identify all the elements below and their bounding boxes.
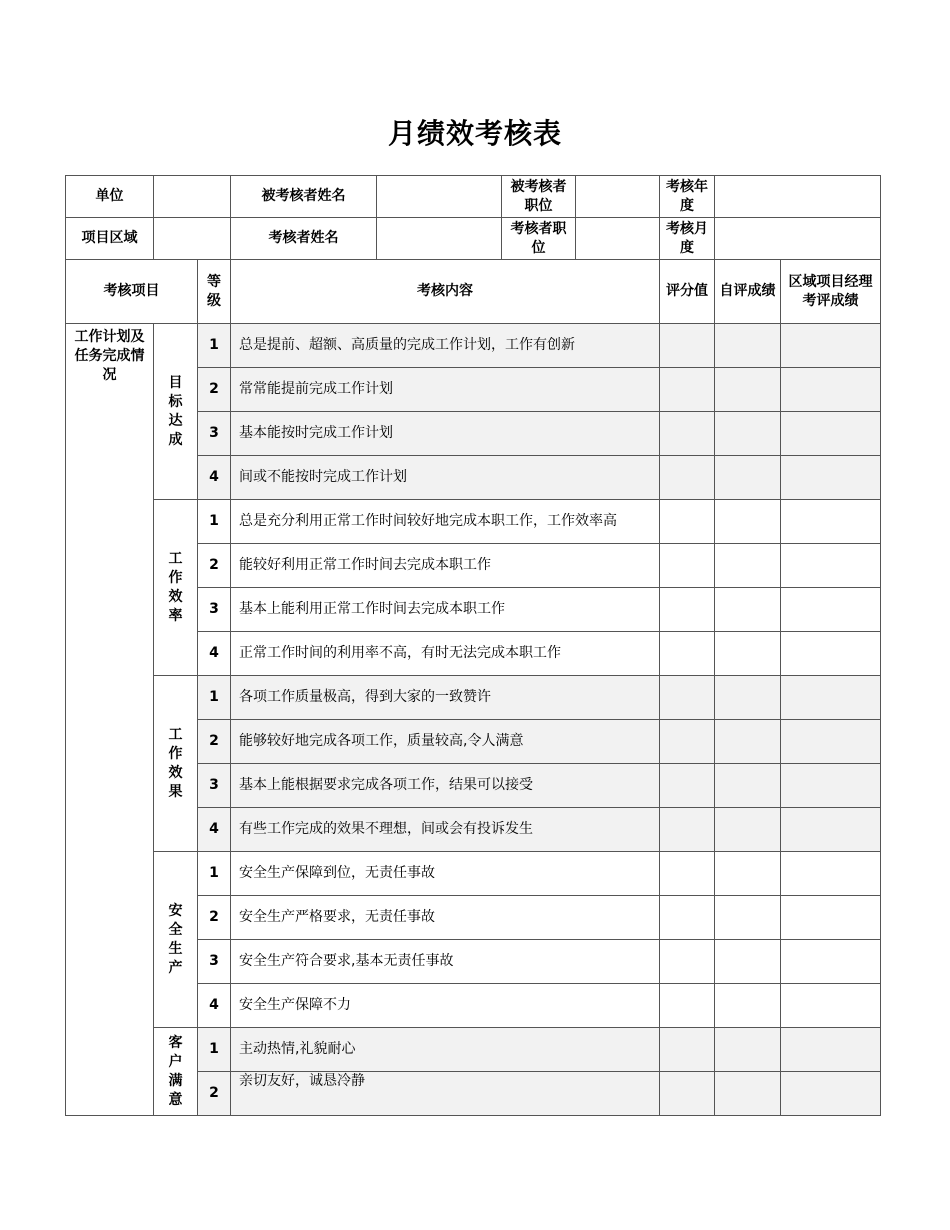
area-field[interactable] bbox=[154, 218, 231, 260]
self-score-field[interactable] bbox=[715, 940, 781, 984]
manager-score-field[interactable] bbox=[781, 500, 881, 544]
score-field[interactable] bbox=[660, 1028, 715, 1072]
manager-score-field[interactable] bbox=[781, 368, 881, 412]
self-score-field[interactable] bbox=[715, 368, 781, 412]
manager-score-field[interactable] bbox=[781, 676, 881, 720]
self-score-field[interactable] bbox=[715, 852, 781, 896]
level-cell: 3 bbox=[198, 764, 231, 808]
examinee-position-label: 被考核者职位 bbox=[502, 176, 576, 218]
year-label: 考核年度 bbox=[660, 176, 715, 218]
manager-score-field[interactable] bbox=[781, 720, 881, 764]
score-field[interactable] bbox=[660, 676, 715, 720]
self-score-field[interactable] bbox=[715, 456, 781, 500]
table-row bbox=[66, 500, 881, 544]
level-cell: 2 bbox=[198, 720, 231, 764]
level-cell: 2 bbox=[198, 544, 231, 588]
table-row bbox=[66, 324, 881, 368]
subcategory-cell bbox=[154, 1028, 198, 1116]
self-score-field[interactable] bbox=[715, 1072, 781, 1116]
subcategory-cell bbox=[154, 324, 198, 500]
level-cell: 4 bbox=[198, 984, 231, 1028]
score-field[interactable] bbox=[660, 412, 715, 456]
content-cell: 总是提前、超额、高质量的完成工作计划，工作有创新 bbox=[231, 324, 660, 368]
level-cell: 4 bbox=[198, 808, 231, 852]
column-self-score: 自评成绩 bbox=[715, 260, 781, 324]
score-field[interactable] bbox=[660, 984, 715, 1028]
manager-score-field[interactable] bbox=[781, 544, 881, 588]
score-field[interactable] bbox=[660, 764, 715, 808]
level-cell: 3 bbox=[198, 940, 231, 984]
content-cell: 基本上能根据要求完成各项工作，结果可以接受 bbox=[231, 764, 660, 808]
content-cell: 安全生产保障到位，无责任事故 bbox=[231, 852, 660, 896]
subcategory-label: 目标达成 bbox=[168, 374, 183, 448]
self-score-field[interactable] bbox=[715, 1028, 781, 1072]
score-field[interactable] bbox=[660, 544, 715, 588]
column-score: 评分值 bbox=[660, 260, 715, 324]
self-score-field[interactable] bbox=[715, 588, 781, 632]
level-cell: 1 bbox=[198, 1028, 231, 1072]
manager-score-field[interactable] bbox=[781, 940, 881, 984]
page-title: 月绩效考核表 bbox=[387, 117, 562, 150]
column-item: 考核项目 bbox=[66, 260, 198, 324]
column-content: 考核内容 bbox=[231, 260, 660, 324]
column-level: 等级 bbox=[198, 260, 231, 324]
content-cell: 安全生产保障不力 bbox=[231, 984, 660, 1028]
self-score-field[interactable] bbox=[715, 896, 781, 940]
level-cell: 4 bbox=[198, 632, 231, 676]
examiner-position-label: 考核者职位 bbox=[502, 218, 576, 260]
category-cell: 工作计划及任务完成情况 bbox=[66, 324, 154, 1116]
examiner-position-field[interactable] bbox=[576, 218, 660, 260]
examinee-position-field[interactable] bbox=[576, 176, 660, 218]
examiner-name-field[interactable] bbox=[377, 218, 502, 260]
level-cell: 3 bbox=[198, 588, 231, 632]
content-cell: 常常能提前完成工作计划 bbox=[231, 368, 660, 412]
level-cell: 3 bbox=[198, 412, 231, 456]
score-field[interactable] bbox=[660, 808, 715, 852]
manager-score-field[interactable] bbox=[781, 1072, 881, 1116]
self-score-field[interactable] bbox=[715, 632, 781, 676]
level-cell: 1 bbox=[198, 500, 231, 544]
level-cell: 2 bbox=[198, 1072, 231, 1116]
subcategory-cell bbox=[154, 676, 198, 852]
header-row-2 bbox=[66, 218, 881, 260]
manager-score-field[interactable] bbox=[781, 984, 881, 1028]
level-cell: 1 bbox=[198, 324, 231, 368]
column-header-row bbox=[66, 260, 881, 324]
content-cell: 基本上能利用正常工作时间去完成本职工作 bbox=[231, 588, 660, 632]
manager-score-field[interactable] bbox=[781, 324, 881, 368]
level-cell: 2 bbox=[198, 368, 231, 412]
examiner-name-label: 考核者姓名 bbox=[231, 218, 377, 260]
content-cell: 各项工作质量极高，得到大家的一致赞许 bbox=[231, 676, 660, 720]
score-field[interactable] bbox=[660, 324, 715, 368]
content-cell: 正常工作时间的利用率不高，有时无法完成本职工作 bbox=[231, 632, 660, 676]
self-score-field[interactable] bbox=[715, 412, 781, 456]
subcategory-label: 安全生产 bbox=[168, 902, 183, 976]
table-row bbox=[66, 676, 881, 720]
level-cell: 2 bbox=[198, 896, 231, 940]
month-field[interactable] bbox=[715, 218, 881, 260]
score-field[interactable] bbox=[660, 632, 715, 676]
examinee-name-field[interactable] bbox=[377, 176, 502, 218]
level-cell: 4 bbox=[198, 456, 231, 500]
content-cell: 能较好利用正常工作时间去完成本职工作 bbox=[231, 544, 660, 588]
manager-score-field[interactable] bbox=[781, 412, 881, 456]
content-cell: 亲切友好，诚恳冷静 bbox=[231, 1072, 660, 1116]
score-field[interactable] bbox=[660, 500, 715, 544]
area-label: 项目区域 bbox=[66, 218, 154, 260]
manager-score-field[interactable] bbox=[781, 588, 881, 632]
level-cell: 1 bbox=[198, 676, 231, 720]
assessment-table bbox=[65, 175, 881, 1116]
score-field[interactable] bbox=[660, 940, 715, 984]
self-score-field[interactable] bbox=[715, 764, 781, 808]
unit-label: 单位 bbox=[66, 176, 154, 218]
column-manager-score: 区域项目经理考评成绩 bbox=[781, 260, 881, 324]
score-field[interactable] bbox=[660, 720, 715, 764]
subcategory-label: 客户满意 bbox=[168, 1034, 183, 1108]
score-field[interactable] bbox=[660, 1072, 715, 1116]
self-score-field[interactable] bbox=[715, 984, 781, 1028]
manager-score-field[interactable] bbox=[781, 808, 881, 852]
self-score-field[interactable] bbox=[715, 544, 781, 588]
table-row bbox=[66, 1028, 881, 1072]
year-field[interactable] bbox=[715, 176, 881, 218]
subcategory-label: 工作效果 bbox=[168, 726, 183, 800]
content-cell: 安全生产符合要求,基本无责任事故 bbox=[231, 940, 660, 984]
content-cell: 间或不能按时完成工作计划 bbox=[231, 456, 660, 500]
content-cell: 主动热情,礼貌耐心 bbox=[231, 1028, 660, 1072]
manager-score-field[interactable] bbox=[781, 632, 881, 676]
manager-score-field[interactable] bbox=[781, 1028, 881, 1072]
manager-score-field[interactable] bbox=[781, 852, 881, 896]
content-cell: 有些工作完成的效果不理想，间或会有投诉发生 bbox=[231, 808, 660, 852]
manager-score-field[interactable] bbox=[781, 896, 881, 940]
self-score-field[interactable] bbox=[715, 808, 781, 852]
content-cell: 总是充分利用正常工作时间较好地完成本职工作，工作效率高 bbox=[231, 500, 660, 544]
score-field[interactable] bbox=[660, 368, 715, 412]
month-label: 考核月度 bbox=[660, 218, 715, 260]
manager-score-field[interactable] bbox=[781, 456, 881, 500]
content-cell: 基本能按时完成工作计划 bbox=[231, 412, 660, 456]
manager-score-field[interactable] bbox=[781, 764, 881, 808]
score-field[interactable] bbox=[660, 456, 715, 500]
self-score-field[interactable] bbox=[715, 500, 781, 544]
score-field[interactable] bbox=[660, 852, 715, 896]
level-cell: 1 bbox=[198, 852, 231, 896]
subcategory-cell bbox=[154, 500, 198, 676]
content-cell: 能够较好地完成各项工作，质量较高,令人满意 bbox=[231, 720, 660, 764]
table-row bbox=[66, 852, 881, 896]
self-score-field[interactable] bbox=[715, 324, 781, 368]
subcategory-cell bbox=[154, 852, 198, 1028]
subcategory-label: 工作效率 bbox=[168, 550, 183, 624]
examinee-name-label: 被考核者姓名 bbox=[231, 176, 377, 218]
self-score-field[interactable] bbox=[715, 676, 781, 720]
self-score-field[interactable] bbox=[715, 720, 781, 764]
unit-field[interactable] bbox=[154, 176, 231, 218]
score-field[interactable] bbox=[660, 588, 715, 632]
content-cell: 安全生产严格要求，无责任事故 bbox=[231, 896, 660, 940]
header-row-1 bbox=[66, 176, 881, 218]
score-field[interactable] bbox=[660, 896, 715, 940]
